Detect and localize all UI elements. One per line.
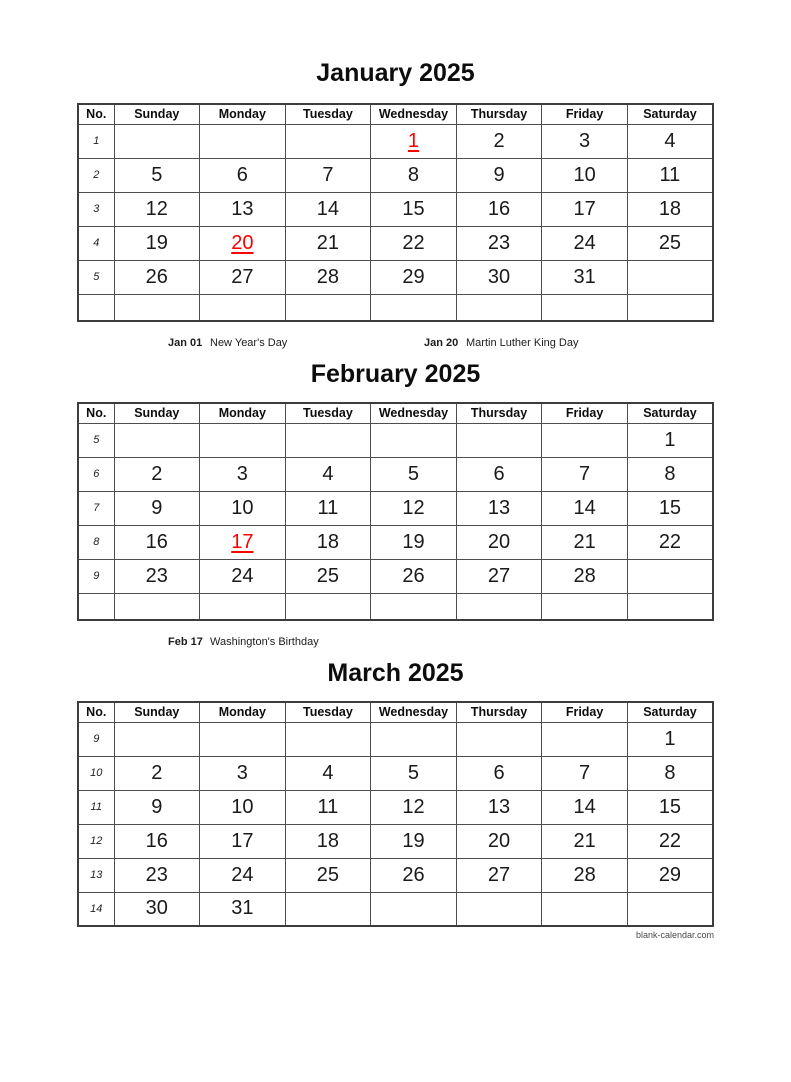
- holiday-entry: [168, 336, 424, 351]
- day-cell: [456, 294, 542, 321]
- day-cell: 18: [627, 192, 713, 226]
- week-number: 10: [78, 756, 114, 790]
- day-cell: 13: [456, 491, 542, 525]
- holiday-date: Jan 01: [168, 337, 203, 349]
- day-cell: 29: [627, 858, 713, 892]
- day-cell: 9: [456, 158, 542, 192]
- day-cell: 22: [627, 525, 713, 559]
- day-cell: [456, 593, 542, 620]
- months-container: [0, 58, 791, 927]
- day-header: Friday: [542, 403, 628, 423]
- holiday-day-cell: 20: [200, 226, 286, 260]
- day-cell: [114, 593, 200, 620]
- holiday-date: Jan 20: [424, 337, 459, 349]
- day-header: Sunday: [114, 702, 200, 722]
- day-cell: [542, 423, 628, 457]
- day-cell: 17: [200, 824, 286, 858]
- day-cell: [542, 892, 628, 926]
- day-cell: 10: [542, 158, 628, 192]
- day-cell: 18: [285, 525, 371, 559]
- holidays-row: [168, 336, 791, 351]
- day-cell: [371, 722, 457, 756]
- month-section: [0, 58, 791, 351]
- week-row: [78, 491, 713, 525]
- header-row: [78, 104, 713, 124]
- week-row: [78, 559, 713, 593]
- week-number: 5: [78, 423, 114, 457]
- day-header: Saturday: [627, 702, 713, 722]
- day-cell: 21: [542, 824, 628, 858]
- day-cell: 4: [285, 457, 371, 491]
- day-cell: [285, 722, 371, 756]
- day-cell: 12: [114, 192, 200, 226]
- holiday-date: Feb 17: [168, 636, 203, 648]
- day-cell: [627, 892, 713, 926]
- week-row: [78, 593, 713, 620]
- day-cell: 21: [285, 226, 371, 260]
- day-cell: 24: [200, 858, 286, 892]
- week-row: [78, 260, 713, 294]
- day-cell: 2: [114, 457, 200, 491]
- day-cell: 18: [285, 824, 371, 858]
- day-cell: [456, 722, 542, 756]
- day-cell: [285, 892, 371, 926]
- day-cell: [114, 423, 200, 457]
- week-number: 14: [78, 892, 114, 926]
- day-cell: [456, 423, 542, 457]
- day-cell: 8: [371, 158, 457, 192]
- week-row: [78, 525, 713, 559]
- day-cell: 25: [285, 858, 371, 892]
- day-cell: [627, 593, 713, 620]
- week-row: [78, 124, 713, 158]
- day-cell: 14: [285, 192, 371, 226]
- day-cell: [200, 722, 286, 756]
- day-header: Thursday: [456, 104, 542, 124]
- day-cell: [456, 892, 542, 926]
- day-cell: 12: [371, 491, 457, 525]
- day-cell: 15: [627, 491, 713, 525]
- day-cell: 16: [114, 824, 200, 858]
- day-cell: [285, 124, 371, 158]
- week-number: 13: [78, 858, 114, 892]
- holidays-row: [168, 635, 791, 650]
- day-cell: 19: [371, 824, 457, 858]
- day-cell: 26: [371, 559, 457, 593]
- day-cell: [627, 559, 713, 593]
- day-cell: 7: [542, 756, 628, 790]
- week-row: [78, 294, 713, 321]
- calendar-table: [77, 402, 714, 621]
- day-cell: 8: [627, 756, 713, 790]
- day-cell: 17: [542, 192, 628, 226]
- day-cell: 20: [456, 824, 542, 858]
- day-cell: [285, 294, 371, 321]
- calendar-table: [77, 103, 714, 322]
- day-cell: 27: [456, 559, 542, 593]
- day-header: Monday: [200, 702, 286, 722]
- day-cell: [285, 593, 371, 620]
- week-row: [78, 892, 713, 926]
- week-number: 1: [78, 124, 114, 158]
- day-cell: 4: [627, 124, 713, 158]
- day-cell: 3: [200, 756, 286, 790]
- day-cell: 15: [627, 790, 713, 824]
- day-cell: 27: [200, 260, 286, 294]
- day-cell: 22: [371, 226, 457, 260]
- day-cell: 25: [627, 226, 713, 260]
- week-row: [78, 756, 713, 790]
- day-cell: 30: [456, 260, 542, 294]
- day-cell: [285, 423, 371, 457]
- holiday-name: New Year's Day: [210, 337, 288, 349]
- day-cell: 23: [114, 858, 200, 892]
- week-row: [78, 790, 713, 824]
- day-cell: 13: [200, 192, 286, 226]
- day-cell: [627, 294, 713, 321]
- day-cell: 27: [456, 858, 542, 892]
- week-row: [78, 226, 713, 260]
- site-credit: blank-calendar.com: [635, 930, 714, 940]
- week-number-header: No.: [78, 403, 114, 423]
- day-cell: 10: [200, 491, 286, 525]
- day-cell: 24: [542, 226, 628, 260]
- holiday-name: Washington's Birthday: [210, 636, 319, 648]
- day-cell: 16: [456, 192, 542, 226]
- holiday-name: Martin Luther King Day: [466, 337, 579, 349]
- day-cell: [371, 593, 457, 620]
- day-cell: [542, 593, 628, 620]
- day-header: Friday: [542, 702, 628, 722]
- day-cell: [114, 294, 200, 321]
- month-section: [0, 359, 791, 650]
- week-row: [78, 423, 713, 457]
- day-cell: [542, 294, 628, 321]
- day-cell: 28: [542, 559, 628, 593]
- month-title: January 2025: [316, 59, 475, 87]
- day-cell: 3: [200, 457, 286, 491]
- day-cell: [627, 260, 713, 294]
- week-number: 7: [78, 491, 114, 525]
- week-row: [78, 158, 713, 192]
- week-number: 5: [78, 260, 114, 294]
- month-section: [0, 658, 791, 927]
- day-cell: 6: [456, 756, 542, 790]
- day-cell: 24: [200, 559, 286, 593]
- day-cell: 15: [371, 192, 457, 226]
- calendar-page: [0, 58, 791, 1082]
- day-cell: 6: [456, 457, 542, 491]
- day-header: Monday: [200, 104, 286, 124]
- holiday-entry: [424, 336, 680, 351]
- day-cell: 5: [371, 457, 457, 491]
- day-cell: [200, 423, 286, 457]
- day-cell: 1: [627, 722, 713, 756]
- day-cell: 28: [285, 260, 371, 294]
- day-cell: 12: [371, 790, 457, 824]
- day-header: Wednesday: [371, 104, 457, 124]
- day-cell: 19: [371, 525, 457, 559]
- day-cell: 22: [627, 824, 713, 858]
- day-cell: 9: [114, 491, 200, 525]
- week-number: 6: [78, 457, 114, 491]
- day-header: Monday: [200, 403, 286, 423]
- day-cell: 4: [285, 756, 371, 790]
- day-cell: 14: [542, 491, 628, 525]
- day-header: Wednesday: [371, 702, 457, 722]
- day-cell: [200, 294, 286, 321]
- day-cell: 23: [114, 559, 200, 593]
- holiday-day-cell: 17: [200, 525, 286, 559]
- day-cell: [371, 892, 457, 926]
- day-cell: [114, 722, 200, 756]
- day-cell: 2: [456, 124, 542, 158]
- week-number: 2: [78, 158, 114, 192]
- day-cell: 3: [542, 124, 628, 158]
- week-number: 9: [78, 722, 114, 756]
- week-number: 11: [78, 790, 114, 824]
- day-cell: 19: [114, 226, 200, 260]
- day-cell: 13: [456, 790, 542, 824]
- day-header: Thursday: [456, 403, 542, 423]
- day-cell: 6: [200, 158, 286, 192]
- day-cell: 11: [627, 158, 713, 192]
- day-header: Tuesday: [285, 702, 371, 722]
- month-title: March 2025: [327, 659, 464, 687]
- day-cell: 16: [114, 525, 200, 559]
- week-row: [78, 824, 713, 858]
- day-cell: 31: [542, 260, 628, 294]
- week-row: [78, 858, 713, 892]
- calendar-table: [77, 701, 714, 927]
- week-row: [78, 722, 713, 756]
- week-number-header: No.: [78, 104, 114, 124]
- day-cell: 10: [200, 790, 286, 824]
- week-number: 4: [78, 226, 114, 260]
- week-row: [78, 457, 713, 491]
- day-cell: 5: [114, 158, 200, 192]
- week-number: [78, 593, 114, 620]
- day-header: Sunday: [114, 104, 200, 124]
- day-cell: 8: [627, 457, 713, 491]
- day-cell: 31: [200, 892, 286, 926]
- week-number: [78, 294, 114, 321]
- day-cell: [542, 722, 628, 756]
- week-number: 3: [78, 192, 114, 226]
- holiday-day-cell: 1: [371, 124, 457, 158]
- day-header: Sunday: [114, 403, 200, 423]
- day-cell: 7: [542, 457, 628, 491]
- day-cell: [200, 593, 286, 620]
- day-header: Tuesday: [285, 403, 371, 423]
- day-cell: 14: [542, 790, 628, 824]
- day-cell: 26: [114, 260, 200, 294]
- day-cell: 29: [371, 260, 457, 294]
- day-cell: [371, 294, 457, 321]
- header-row: [78, 702, 713, 722]
- day-header: Saturday: [627, 403, 713, 423]
- day-cell: 23: [456, 226, 542, 260]
- day-cell: 9: [114, 790, 200, 824]
- day-cell: 7: [285, 158, 371, 192]
- day-header: Tuesday: [285, 104, 371, 124]
- day-cell: 11: [285, 491, 371, 525]
- week-number: 12: [78, 824, 114, 858]
- week-number: 8: [78, 525, 114, 559]
- day-cell: 28: [542, 858, 628, 892]
- day-cell: 2: [114, 756, 200, 790]
- day-header: Friday: [542, 104, 628, 124]
- day-cell: 25: [285, 559, 371, 593]
- day-cell: 11: [285, 790, 371, 824]
- day-header: Saturday: [627, 104, 713, 124]
- week-row: [78, 192, 713, 226]
- day-cell: 5: [371, 756, 457, 790]
- day-cell: 21: [542, 525, 628, 559]
- week-number: 9: [78, 559, 114, 593]
- week-number-header: No.: [78, 702, 114, 722]
- day-cell: [114, 124, 200, 158]
- header-row: [78, 403, 713, 423]
- day-cell: [200, 124, 286, 158]
- day-header: Wednesday: [371, 403, 457, 423]
- day-cell: 20: [456, 525, 542, 559]
- day-header: Thursday: [456, 702, 542, 722]
- holiday-entry: [168, 635, 424, 650]
- day-cell: 26: [371, 858, 457, 892]
- day-cell: 30: [114, 892, 200, 926]
- day-cell: [371, 423, 457, 457]
- month-title: February 2025: [310, 360, 481, 388]
- day-cell: 1: [627, 423, 713, 457]
